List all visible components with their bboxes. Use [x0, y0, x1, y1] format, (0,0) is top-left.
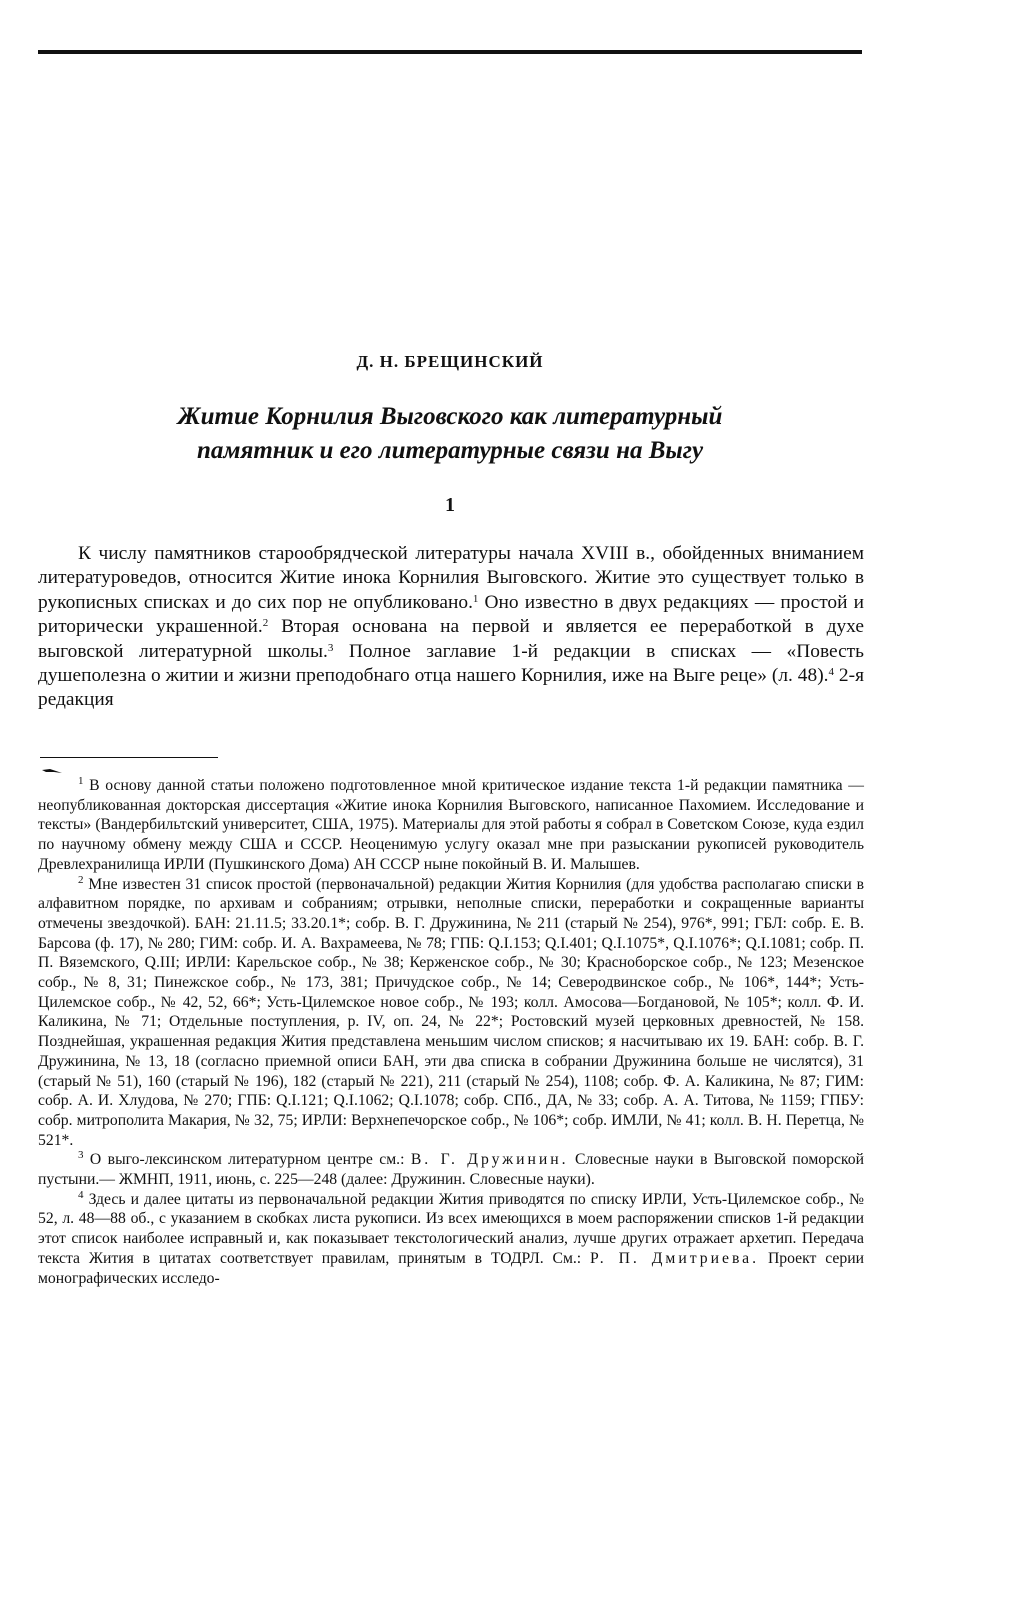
footnote-number: 1: [78, 775, 84, 787]
footnote-number: 3: [78, 1149, 84, 1162]
body-text: [38, 542, 864, 713]
footnote-text: Здесь и далее цитаты из первоначальной редакции Жития приводятся по списку ИРЛИ, Усть-Цилемское собр., № 52, л. 48—88 об., с указанием в скобках листа рукописи. Из всех имеющихся в моем распоряжении списков 1-й редакции этот список наиболее исправный и, как показывает текстологический анализ, лучше других отражает архетип. Передача текста Жития в цитатах соответствует правилам, принятым в ТОДРЛ. См.:: [38, 1190, 864, 1267]
body-text-segment: Вторая основана на первой и является ее переработкой в духе выговской литературной школы.: [38, 616, 864, 662]
title-line-1: Житие Корнилия Выговского как литературный: [177, 403, 723, 430]
footnote-text: О выго-лексинском литературном центре см.:: [83, 1151, 411, 1169]
footnote-separator: [40, 757, 218, 758]
cited-author: Р. П. Дмитриева.: [590, 1249, 760, 1267]
footnote-1: [38, 776, 864, 875]
article-title: [40, 400, 860, 468]
ink-smudge-mark: [42, 768, 62, 774]
footnote-2: [38, 875, 864, 1151]
footnote-text: Мне известен 31 список простой (первоначальной) редакции Жития Корнилия (для удобства располагаю списки в алфавитном порядке, по архивам и собраниям; отрывки, неполные списки, переработки и сокращенные варианты отмечены звездочкой). БАН: 21.11.5; 33.20.1*; собр. В. Г. Дружинина, № 211 (старый № 254), 976*, 991; ГБЛ: собр. Е. В. Барсова (ф. 17), № 280; ГИМ: собр. И. А. Вахрамеева, № 78; ГПБ: Q.I.153; Q.I.401; Q.I.1075*, Q.I.1076*; Q.I.1081; собр. П. П. Вяземского, Q.III; ИРЛИ: Карельское собр., № 38; Керженское собр., № 30; Красноборское собр., № 123; Мезенское собр., № 8, 31; Пинежское собр., № 173, 381; Причудское собр., № 14; Северодвинское собр., № 106*, 144*; Усть-Цилемское собр., № 42, 52, 66*; Усть-Цилемское новое собр., № 193; колл. Амосова—Богдановой, № 105*; колл. Ф. И. Каликина, № 71; Отдельные поступления, р. IV, оп. 24, № 22*; Ростовский музей церковных древностей, № 158. Позднейшая, украшенная редакция Жития представлена меньшим числом списков; я насчитываю их 19. БАН: собр. В. Г. Дружинина, № 13, 18 (согласно приемной описи БАН, эти два списка в собрании Дружинина больше не числятся), 31 (старый № 51), 160 (старый № 196), 182 (старый № 221), 211 (старый № 254), 1108; собр. Ф. А. Каликина, № 87; ГИМ: собр. А. И. Хлудова, № 270; ГПБ: Q.I.121; Q.I.1062; Q.I.1078; собр. СПб., ДА, № 33; собр. А. А. Титова, № 1159; ГПБУ: собр. митрополита Макария, № 32, 75; ИРЛИ: Верхнепечорское собр., № 106*; собр. ИМЛИ, № 41; колл. В. Н. Перетца, № 521*.: [38, 875, 864, 1149]
footnotes: [38, 776, 864, 1288]
body-text-segment: К числу памятников старообрядческой литературы начала XVIII в., обойденных вниманием литературоведов, относится Житие инока Корнилия Выговского. Житие это существует только в рукописных списках и до сих пор не опубликовано.: [38, 543, 864, 613]
footnote-text: В основу данной статьи положено подготовленное мной критическое издание текста 1-й редакции памятника — неопубликованная докторская диссертация «Житие инока Корнилия Выговского, написанное Пахомием. Исследование и тексты» (Вандербильтский университет, США, 1975). Материалы для этой работы я собрал в Советском Союзе, куда ездил по научному обмену между США и СССР. Неоценимую услугу оказал мне при разыскании рукописей руководитель Древлехранилища ИРЛИ (Пушкинского Дома) АН СССР ныне покойный В. И. Малышев.: [38, 777, 864, 873]
footnote-ref: 4: [828, 666, 834, 679]
body-text-segment: 2-я редакция: [38, 665, 864, 711]
article-author: Д. Н. БРЕЩИНСКИЙ: [356, 352, 544, 371]
cited-author: В. Г. Дружинин.: [410, 1151, 569, 1169]
footnote-3: [38, 1150, 864, 1189]
footnote-number: 4: [78, 1188, 84, 1201]
top-rule: [38, 50, 862, 54]
footnote-text: Словесные науки в Выговской поморской пустыни.— ЖМНП, 1911, июнь, с. 225—248 (далее: Дружинин. Словесные науки).: [38, 1151, 864, 1189]
footnote-ref: 2: [262, 617, 269, 630]
footnote-ref: 1: [472, 592, 479, 605]
footnote-number: 2: [78, 873, 84, 886]
title-line-2: памятник и его литературные связи на Выгу: [196, 437, 704, 464]
paragraph: [38, 542, 864, 713]
footnote-4: [38, 1190, 864, 1289]
section-number: 1: [445, 494, 455, 516]
footnote-text: Проект серии монографических исследо-: [38, 1249, 865, 1287]
footnote-ref: 3: [327, 641, 334, 654]
body-text-segment: Полное заглавие 1-й редакции в списках — «Повесть душеполезна о житии и жизни преподобнаго отца нашего Корнилия, иже на Выге реце» (л. 48).: [38, 640, 864, 687]
body-text-segment: Оно известно в двух редакциях — простой и риторически украшенной.: [38, 591, 864, 638]
